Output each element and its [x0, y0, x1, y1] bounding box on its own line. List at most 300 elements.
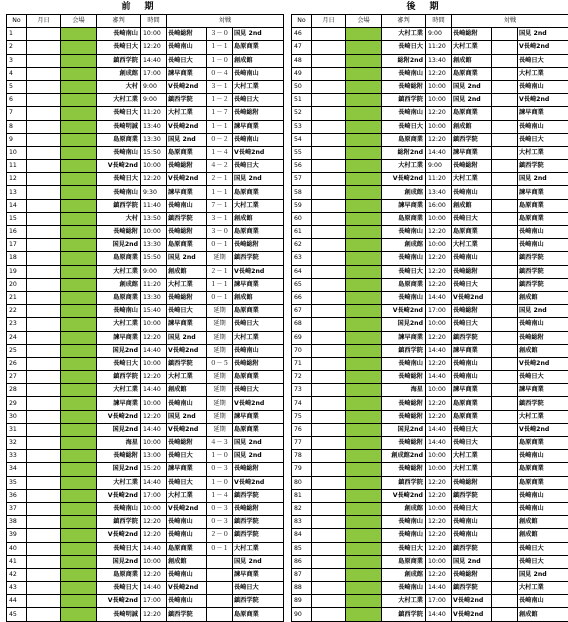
first-half-rows [7, 28, 284, 621]
match-score [492, 291, 518, 304]
match-venue [61, 94, 97, 107]
home-team: 長崎日大 [167, 450, 207, 463]
kickoff-time: 15:20 [141, 463, 167, 476]
match-score: １－１ [207, 120, 233, 133]
match-no: 72 [292, 371, 312, 384]
referee-team: 大村工業 [382, 595, 426, 608]
match-no: 67 [292, 305, 312, 318]
kickoff-time: 12:20 [426, 410, 452, 423]
match-date [312, 516, 346, 529]
match-venue [346, 160, 382, 173]
home-team: 島原商業 [452, 397, 492, 410]
kickoff-time: 12:20 [141, 331, 167, 344]
match-date [27, 344, 61, 357]
away-team: 長崎南山 [233, 344, 284, 357]
away-team: 創成館 [233, 291, 284, 304]
match-date [27, 318, 61, 331]
away-team: 長崎南山 [518, 450, 568, 463]
match-no: 5 [7, 80, 27, 93]
match-score: １－０ [207, 54, 233, 67]
match-no: 66 [292, 291, 312, 304]
match-venue [61, 173, 97, 186]
match-score [492, 252, 518, 265]
home-team: 長崎日大 [452, 278, 492, 291]
table-row [292, 582, 568, 595]
header-venue: 会場 [61, 15, 97, 28]
table-row [7, 278, 284, 291]
away-team: 島原商業 [233, 226, 284, 239]
kickoff-time: 10:00 [141, 555, 167, 568]
match-no: 14 [7, 199, 27, 212]
referee-team: 総附2nd [382, 146, 426, 159]
referee-team: 長崎明誠 [97, 120, 141, 133]
match-date [312, 94, 346, 107]
match-score [492, 239, 518, 252]
away-team: 国見 2nd [233, 450, 284, 463]
kickoff-time: 10:00 [141, 226, 167, 239]
match-score [492, 371, 518, 384]
kickoff-time: 14:40 [426, 608, 452, 621]
match-no: 56 [292, 160, 312, 173]
table-row [7, 476, 284, 489]
match-venue [346, 371, 382, 384]
match-date [27, 463, 61, 476]
match-date [312, 555, 346, 568]
match-date [27, 94, 61, 107]
match-no: 17 [7, 239, 27, 252]
referee-team: V長崎2nd [97, 160, 141, 173]
match-score [492, 357, 518, 370]
match-date [312, 199, 346, 212]
match-no: 59 [292, 199, 312, 212]
home-team: 長崎南山 [452, 252, 492, 265]
second-half-table [291, 14, 568, 622]
match-no: 44 [7, 595, 27, 608]
referee-team: V長崎2nd [382, 173, 426, 186]
match-no: 71 [292, 357, 312, 370]
home-team: 大村工業 [167, 107, 207, 120]
home-team: 長崎日大 [452, 502, 492, 515]
home-team: 国見 2nd [167, 331, 207, 344]
kickoff-time: 9:00 [141, 80, 167, 93]
match-score: 延期 [207, 371, 233, 384]
away-team: 国見 2nd [518, 305, 568, 318]
table-row [292, 437, 568, 450]
home-team: 長崎南山 [167, 516, 207, 529]
away-team: 国見 2nd [518, 568, 568, 581]
kickoff-time: 10:00 [426, 80, 452, 93]
home-team: 長崎総附 [167, 437, 207, 450]
match-venue [346, 555, 382, 568]
match-date [27, 212, 61, 225]
home-team: 長崎総附 [452, 476, 492, 489]
kickoff-time: 10:00 [426, 120, 452, 133]
referee-team: 鎮西学院 [97, 54, 141, 67]
referee-team: 鎮西学院 [97, 516, 141, 529]
kickoff-time: 12:20 [141, 173, 167, 186]
home-team: 創成館 [167, 384, 207, 397]
match-no: 68 [292, 318, 312, 331]
table-row [292, 489, 568, 502]
kickoff-time: 15:40 [141, 305, 167, 318]
header-referee: 審判 [97, 15, 141, 28]
match-score: １－０ [207, 450, 233, 463]
match-date [27, 542, 61, 555]
home-team: 長崎南山 [167, 199, 207, 212]
header-no: No [292, 15, 312, 28]
kickoff-time: 11:20 [141, 278, 167, 291]
referee-team: 島原商業 [97, 252, 141, 265]
match-date [27, 476, 61, 489]
referee-team: 島原商業 [97, 133, 141, 146]
match-date [27, 41, 61, 54]
match-no: 42 [7, 568, 27, 581]
match-no: 11 [7, 160, 27, 173]
match-score: 延期 [207, 252, 233, 265]
match-venue [346, 146, 382, 159]
match-date [312, 67, 346, 80]
kickoff-time: 12:20 [426, 489, 452, 502]
kickoff-time: 12:20 [426, 107, 452, 120]
table-row [7, 265, 284, 278]
table-row [292, 595, 568, 608]
away-team: 島原商業 [233, 186, 284, 199]
match-score [207, 568, 233, 581]
match-date [27, 291, 61, 304]
match-date [312, 54, 346, 67]
match-no: 77 [292, 437, 312, 450]
away-team: 鎮西学院 [518, 160, 568, 173]
match-no: 39 [7, 529, 27, 542]
referee-team: 長崎日大 [382, 120, 426, 133]
match-score [492, 555, 518, 568]
referee-team: 諫早商業 [97, 397, 141, 410]
match-venue [346, 265, 382, 278]
away-team: 諫早商業 [518, 384, 568, 397]
match-date [27, 437, 61, 450]
home-team: 長崎南山 [452, 529, 492, 542]
match-date [312, 450, 346, 463]
match-venue [346, 463, 382, 476]
match-venue [61, 226, 97, 239]
match-no: 13 [7, 186, 27, 199]
home-team: V長崎2nd [167, 120, 207, 133]
match-no: 47 [292, 41, 312, 54]
away-team: 大村工業 [233, 542, 284, 555]
header-venue: 会場 [346, 15, 382, 28]
match-no: 86 [292, 555, 312, 568]
match-no: 26 [7, 357, 27, 370]
match-date [312, 291, 346, 304]
kickoff-time: 17:00 [141, 595, 167, 608]
table-row [292, 278, 568, 291]
table-row [7, 318, 284, 331]
home-team: 鎮西学院 [452, 133, 492, 146]
match-no: 33 [7, 450, 27, 463]
match-date [312, 265, 346, 278]
kickoff-time: 14:40 [141, 476, 167, 489]
match-no: 80 [292, 476, 312, 489]
home-team: 長崎南山 [167, 397, 207, 410]
match-date [27, 595, 61, 608]
match-venue [61, 252, 97, 265]
match-score [492, 212, 518, 225]
kickoff-time: 10:00 [426, 502, 452, 515]
match-venue [61, 160, 97, 173]
match-no: 29 [7, 397, 27, 410]
away-team: 長崎南山 [518, 239, 568, 252]
match-score [492, 120, 518, 133]
match-venue [346, 410, 382, 423]
match-no: 63 [292, 252, 312, 265]
match-score [492, 437, 518, 450]
away-team: 国見 2nd [233, 173, 284, 186]
match-venue [61, 357, 97, 370]
kickoff-time: 10:00 [426, 239, 452, 252]
match-score: １－４ [207, 146, 233, 159]
referee-team: 長崎南山 [382, 252, 426, 265]
table-row [292, 54, 568, 67]
kickoff-time: 9:00 [141, 265, 167, 278]
referee-team: 長崎日大 [97, 542, 141, 555]
match-date [312, 595, 346, 608]
away-team: 長崎南山 [518, 502, 568, 515]
referee-team: 島原商業 [97, 291, 141, 304]
home-team: 長崎総附 [452, 305, 492, 318]
home-team: V長崎2nd [167, 80, 207, 93]
match-score: ３－０ [207, 226, 233, 239]
match-no: 20 [7, 278, 27, 291]
table-row [7, 160, 284, 173]
table-row [7, 41, 284, 54]
away-team: 島原商業 [233, 371, 284, 384]
match-score [492, 384, 518, 397]
match-date [312, 344, 346, 357]
home-team: 長崎総附 [167, 226, 207, 239]
away-team: V長崎2nd [518, 94, 568, 107]
away-team: 諫早商業 [518, 186, 568, 199]
match-venue [346, 582, 382, 595]
home-team: V長崎2nd [452, 291, 492, 304]
match-score: ７－１ [207, 199, 233, 212]
match-venue [346, 568, 382, 581]
away-team: 大村工業 [233, 80, 284, 93]
table-row [292, 133, 568, 146]
home-team: 諫早商業 [452, 384, 492, 397]
match-venue [61, 437, 97, 450]
table-row [7, 516, 284, 529]
kickoff-time: 13:30 [141, 133, 167, 146]
match-date [27, 450, 61, 463]
away-team: 大村工業 [518, 582, 568, 595]
match-date [312, 186, 346, 199]
match-date [312, 80, 346, 93]
referee-team: 長崎総附 [382, 371, 426, 384]
referee-team: 国見2nd [97, 423, 141, 436]
match-venue [61, 344, 97, 357]
referee-team: 鎮西学院 [382, 608, 426, 621]
kickoff-time: 12:20 [141, 568, 167, 581]
match-score [492, 450, 518, 463]
match-score [207, 608, 233, 621]
match-venue [61, 212, 97, 225]
match-score [492, 94, 518, 107]
table-row [292, 384, 568, 397]
referee-team: 島原商業 [97, 568, 141, 581]
table-row [292, 252, 568, 265]
match-score [492, 186, 518, 199]
match-venue [346, 397, 382, 410]
match-date [312, 357, 346, 370]
match-no: 52 [292, 107, 312, 120]
table-row [7, 226, 284, 239]
kickoff-time: 13:30 [141, 239, 167, 252]
kickoff-time: 12:20 [141, 371, 167, 384]
kickoff-time: 12:20 [141, 516, 167, 529]
home-team: 諫早商業 [167, 463, 207, 476]
home-team: V長崎2nd [452, 595, 492, 608]
referee-team: 鎮西学院 [97, 371, 141, 384]
match-no: 23 [7, 318, 27, 331]
match-no: 43 [7, 582, 27, 595]
home-team: 諫早商業 [167, 67, 207, 80]
away-team: 長崎日大 [233, 160, 284, 173]
match-score: ３－０ [207, 28, 233, 41]
match-no: 27 [7, 371, 27, 384]
match-score [492, 423, 518, 436]
referee-team: 長崎南山 [97, 186, 141, 199]
kickoff-time: 12:20 [141, 608, 167, 621]
table-row [292, 226, 568, 239]
table-row [292, 502, 568, 515]
match-no: 28 [7, 384, 27, 397]
match-date [27, 133, 61, 146]
match-venue [346, 318, 382, 331]
match-no: 32 [7, 437, 27, 450]
match-date [312, 252, 346, 265]
match-score: ０－３ [207, 502, 233, 515]
kickoff-time: 14:40 [426, 371, 452, 384]
table-row [292, 476, 568, 489]
header-date: 月日 [312, 15, 346, 28]
match-date [312, 463, 346, 476]
table-row [7, 357, 284, 370]
home-team: 長崎南山 [452, 516, 492, 529]
home-team: 長崎総附 [167, 160, 207, 173]
match-venue [61, 423, 97, 436]
away-team: 国見 2nd [233, 28, 284, 41]
match-venue [61, 146, 97, 159]
match-no: 37 [7, 502, 27, 515]
match-score [492, 463, 518, 476]
match-venue [346, 437, 382, 450]
match-venue [346, 133, 382, 146]
match-date [312, 41, 346, 54]
match-date [312, 582, 346, 595]
home-team: 長崎南山 [452, 357, 492, 370]
match-score [492, 410, 518, 423]
away-team: 島原商業 [518, 212, 568, 225]
away-team: V長崎2nd [233, 265, 284, 278]
match-date [27, 568, 61, 581]
match-no: 60 [292, 212, 312, 225]
match-venue [346, 173, 382, 186]
match-venue [61, 54, 97, 67]
home-team: 長崎南山 [452, 186, 492, 199]
referee-team: 長崎日大 [97, 41, 141, 54]
referee-team: 国見2nd [382, 423, 426, 436]
away-team: 諫早商業 [233, 410, 284, 423]
match-date [27, 397, 61, 410]
match-venue [346, 357, 382, 370]
match-date [27, 423, 61, 436]
home-team: 国見 2nd [167, 133, 207, 146]
match-no: 88 [292, 582, 312, 595]
kickoff-time: 14:40 [141, 384, 167, 397]
away-team: 大村工業 [233, 331, 284, 344]
match-score: １－０ [207, 476, 233, 489]
referee-team: 長崎南山 [97, 146, 141, 159]
kickoff-time: 13:00 [141, 450, 167, 463]
kickoff-time: 14:40 [141, 423, 167, 436]
away-team: 国見 2nd [518, 28, 568, 41]
header-referee: 審判 [382, 15, 426, 28]
home-team: 島原商業 [452, 226, 492, 239]
home-team: 長崎日大 [167, 305, 207, 318]
match-score [492, 28, 518, 41]
home-team: 長崎総附 [167, 28, 207, 41]
match-score [207, 582, 233, 595]
match-score: ０－１ [207, 542, 233, 555]
match-score: １－４ [207, 489, 233, 502]
match-score: ２－０ [207, 529, 233, 542]
match-venue [61, 582, 97, 595]
kickoff-time: 10:00 [141, 160, 167, 173]
match-score [492, 502, 518, 515]
match-score [492, 318, 518, 331]
table-row [7, 120, 284, 133]
table-row [7, 28, 284, 41]
kickoff-time: 10:00 [426, 94, 452, 107]
home-team: 長崎日大 [452, 437, 492, 450]
table-row [292, 410, 568, 423]
home-team: V長崎2nd [167, 502, 207, 515]
home-team: 長崎総附 [452, 28, 492, 41]
match-venue [346, 94, 382, 107]
referee-team: 大村工業 [97, 476, 141, 489]
match-score: ０－１ [207, 239, 233, 252]
away-team: 島原商業 [233, 423, 284, 436]
home-team: 国見 2nd [167, 410, 207, 423]
referee-team: 創成館 [97, 278, 141, 291]
match-venue [346, 450, 382, 463]
match-no: 34 [7, 463, 27, 476]
kickoff-time: 12:20 [426, 397, 452, 410]
match-no: 89 [292, 595, 312, 608]
referee-team: 長崎明誠 [97, 608, 141, 621]
table-row [7, 437, 284, 450]
home-team: V長崎2nd [167, 423, 207, 436]
match-date [27, 226, 61, 239]
table-row [292, 608, 568, 621]
home-team: 国見 2nd [167, 252, 207, 265]
second-half-rows [292, 28, 568, 621]
away-team: 鎮西学院 [518, 265, 568, 278]
match-venue [61, 529, 97, 542]
kickoff-time: 15:50 [141, 252, 167, 265]
home-team: V長崎2nd [167, 582, 207, 595]
table-row [7, 397, 284, 410]
